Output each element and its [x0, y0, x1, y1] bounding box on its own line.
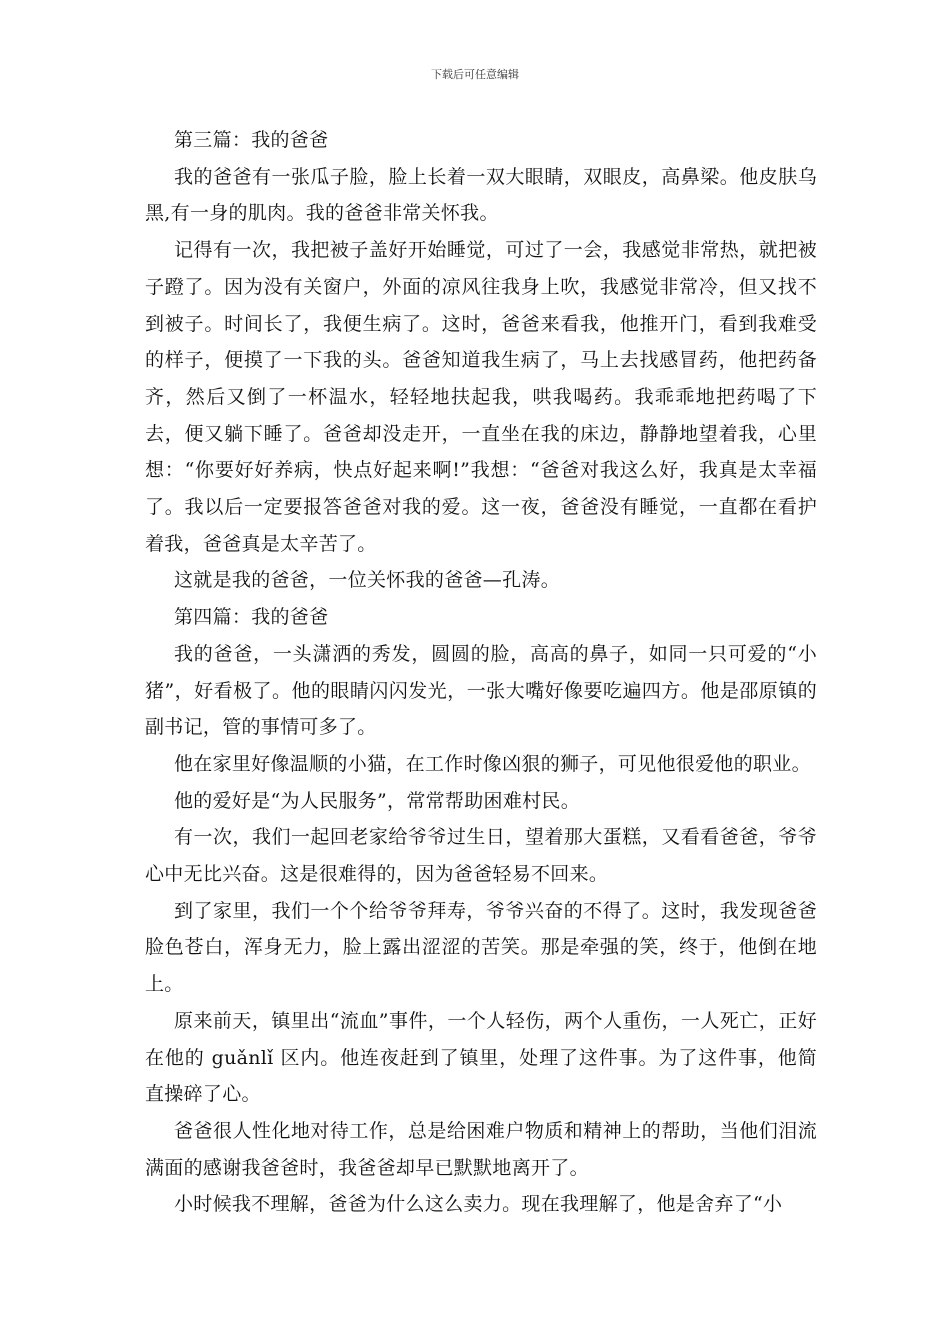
section-title-4: 第四篇：我的爸爸: [174, 606, 329, 629]
section-title-3: 第三篇：我的爸爸: [174, 129, 329, 151]
paragraph: 原来前天，镇里出“流血”事件，一个人轻伤，两个人重伤，一人死亡，正好在他的 guǎnlǐ 区内。他连夜赶到了镇里，处理了这件事。为了这件事，他简直操碎了心。: [145, 1009, 817, 1106]
paragraph: 小时候我不理解，爸爸为什么这么卖力。现在我理解了，他是舍弃了“小: [174, 1193, 783, 1216]
paragraph: 我的爸爸，一头潇洒的秀发，圆圆的脸，高高的鼻子，如同一只可爱的“小猪”，好看极了。他的眼睛闪闪发光，一张大嘴好像要吃遍四方。他是邵原镇的副书记，管的事情可多了。: [145, 642, 817, 739]
paragraph: 他在家里好像温顺的小猫，在工作时像凶狠的狮子，可见他很爱他的职业。: [174, 752, 811, 775]
paragraph: 他的爱好是“为人民服务”，常常帮助困难村民。: [174, 789, 581, 812]
header-note: 下载后可任意编辑: [431, 68, 519, 81]
paragraph: 有一次，我们一起回老家给爷爷过生日，望着那大蛋糕，又看看爸爸，爷爷心中无比兴奋。这是很难得的，因为爸爸轻易不回来。: [145, 826, 817, 886]
article-body: [145, 122, 817, 1223]
paragraph: 爸爸很人性化地对待工作，总是给困难户物质和精神上的帮助，当他们泪流满面的感谢我爸爸时，我爸爸却早已默默地离开了。: [145, 1119, 817, 1179]
paragraph: 到了家里，我们一个个给爷爷拜寿，爷爷兴奋的不得了。这时，我发现爸爸脸色苍白，浑身无力，脸上露出涩涩的苦笑。那是牵强的笑，终于，他倒在地上。: [145, 899, 817, 996]
paragraph: 这就是我的爸爸，一位关怀我的爸爸—孔涛。: [174, 569, 561, 592]
paragraph: 我的爸爸有一张瓜子脸，脸上长着一双大眼睛，双眼皮，高鼻梁。他皮肤乌黑,有一身的肌肉。我的爸爸非常关怀我。: [145, 165, 817, 225]
paragraph: 记得有一次，我把被子盖好开始睡觉，可过了一会，我感觉非常热，就把被子蹬了。因为没有关窗户，外面的凉风往我身上吹，我感觉非常冷，但又找不到被子。时间长了，我便生病了。这时，爸爸来看我，他推开门，看到我难受的样子，便摸了一下我的头。爸爸知道我生病了，马上去找感冒药，他把药备齐，然后又倒了一杯温水，轻轻地扶起我，哄我喝药。我乖乖地把药喝了下去，便又躺下睡了。爸爸却没走开，一直坐在我的床边，静静地望着我，心里想：“你要好好养病，快点好起来啊!”我想：“爸爸对我这么好，我真是太幸福了。我以后一定要报答爸爸对我的爱。这一夜，爸爸没有睡觉，一直都在看护着我，爸爸真是太辛苦了。: [145, 239, 817, 555]
